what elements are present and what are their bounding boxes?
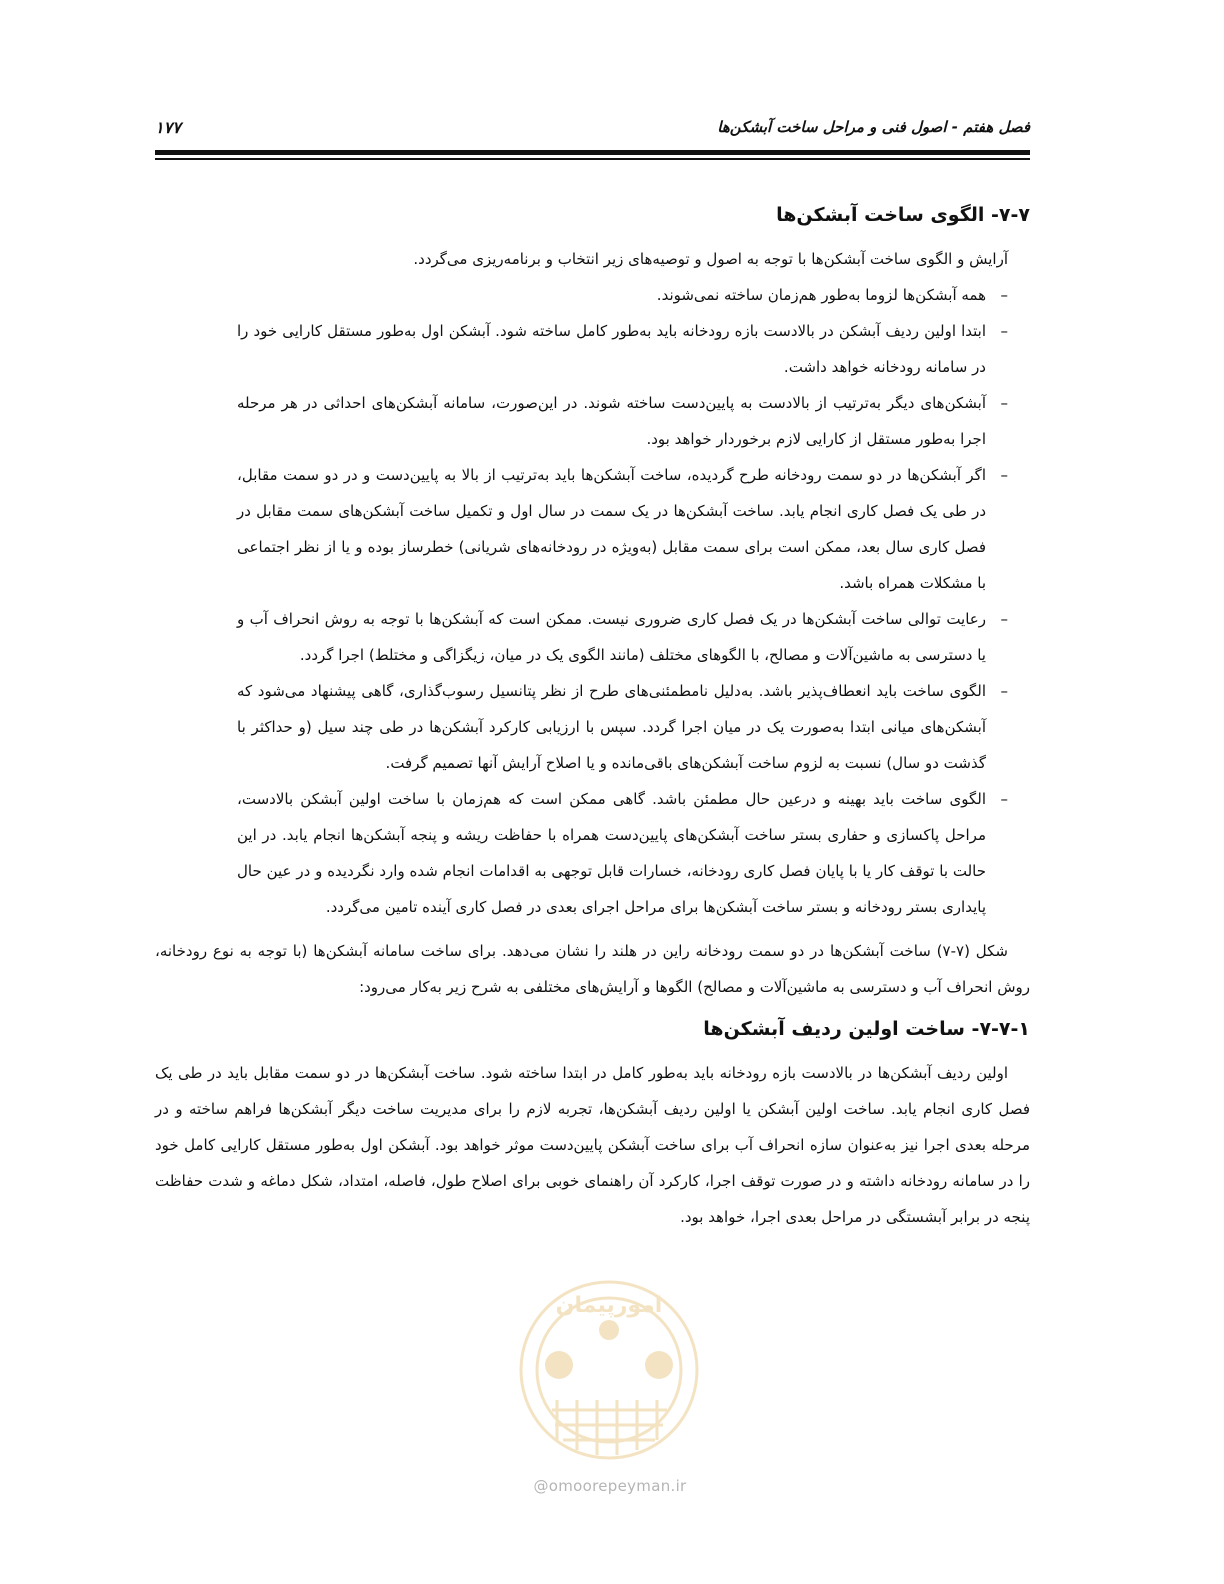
seal-text: امورپیمان xyxy=(555,1293,663,1318)
list-item-text: رعایت توالی ساخت آبشکن‌ها در یک فصل کاری ضروری نیست. ممکن است که آبشکن‌ها با توجه به روش انحراف آب و یا دسترسی به ماشین‌آلات و مصالح، با الگوهای مختلف (مانند الگوی یک در میان، زیگزاگی و مختلط) اجرا گردد. xyxy=(237,610,986,664)
list-item xyxy=(237,457,1008,601)
header-rule-thin xyxy=(155,158,1030,160)
dash-bullet: – xyxy=(1000,682,1008,700)
guideline-list xyxy=(155,277,1030,925)
dash-bullet: – xyxy=(1000,466,1008,484)
section-intro: آرایش و الگوی ساخت آبشکن‌ها با توجه به اصول و توصیه‌های زیر انتخاب و برنامه‌ریزی می‌گردد. xyxy=(413,250,1008,268)
watermark-url: @omoorepeyman.ir xyxy=(533,1477,687,1495)
list-item-text: آبشکن‌های دیگر به‌ترتیب از بالادست به پایین‌دست ساخته شوند. در این‌صورت، سامانه آبشکن‌های احداثی در هر مرحله اجرا به‌طور مستقل از کارایی لازم برخوردار خواهد بود. xyxy=(237,394,986,448)
list-item xyxy=(237,673,1008,781)
page-number: ۱۷۷ xyxy=(155,118,181,137)
section-heading: ۷-۷- الگوی ساخت آبشکن‌ها xyxy=(776,204,1030,226)
dash-bullet: – xyxy=(1000,790,1008,808)
subsection-body: اولین ردیف آبشکن‌ها در بالادست بازه رودخانه باید به‌طور کامل در ابتدا ساخته شود. ساخت آبشکن‌ها در دو سمت مقابل باید در طی یک فصل کاری انجام یابد. ساخت اولین آبشکن یا اولین ردیف آبشکن‌ها، تجربه لازم را برای مدیریت ساخت دیگر آبشکن‌ها فراهم ساخته و در مرحله بعدی اجرا نیز به‌عنوان سازه انحراف آب برای ساخت آبشکن پایین‌دست موثر خواهد بود. آبشکن اول به‌طور مستقل کارایی کامل خود را در سامانه رودخانه داشته و در صورت توقف اجرا، کارکرد آن راهنمای خوبی برای اصلاح طول، فاصله، امتداد، شکل دماغه و شدت حفاظت پنجه در برابر آبشستگی در مراحل بعدی اجرا، خواهد بود. xyxy=(155,1064,1030,1226)
page-content xyxy=(155,195,1030,1235)
list-item-text: اگر آبشکن‌ها در دو سمت رودخانه طرح گردیده، ساخت آبشکن‌ها باید به‌ترتیب از بالا به پایین‌دست و در دو سمت مقابل، در طی یک فصل کاری انجام یابد. ساخت آبشکن‌ها در یک سمت در سال اول و تکمیل ساخت آبشکن‌های سمت مقابل در فصل کاری سال بعد، ممکن است برای سمت مقابل (به‌ویژه در رودخانه‌های شریانی) خطرساز بوده و یا از نظر اجتماعی با مشکلات همراه باشد. xyxy=(237,466,986,592)
list-item-text: الگوی ساخت باید بهینه و درعین حال مطمئن باشد. گاهی ممکن است که هم‌زمان با ساخت اولین آبشکن بالادست، مراحل پاکسازی و حفاری بستر ساخت آبشکن‌های پایین‌دست همراه با حفاظت ریشه و پنجه آبشکن‌ها انجام یابد. در این حالت با توقف کار یا با پایان فصل کاری رودخانه، خسارات قابل توجهی به اقدامات انجام شده وارد نگردیده و در عین حال پایداری بستر رودخانه و بستر ساخت آبشکن‌ها برای مراحل اجرای بعدی در فصل کاری آینده تامین می‌گردد. xyxy=(237,790,986,916)
list-item xyxy=(237,601,1008,673)
subsection-heading: ۷-۷-۱- ساخت اولین ردیف آبشکن‌ها xyxy=(703,1018,1030,1040)
dash-bullet: – xyxy=(1000,322,1008,340)
dash-bullet: – xyxy=(1000,286,1008,304)
list-item xyxy=(237,781,1008,925)
header-rule-thick xyxy=(155,150,1030,155)
list-item xyxy=(237,385,1008,457)
list-item-text: همه آبشکن‌ها لزوما به‌طور هم‌زمان ساخته نمی‌شوند. xyxy=(656,286,986,304)
list-item xyxy=(237,313,1008,385)
dash-bullet: – xyxy=(1000,610,1008,628)
running-title: فصل هفتم - اصول فنی و مراحل ساخت آبشکن‌ها xyxy=(717,118,1030,136)
seal-watermark xyxy=(497,1270,722,1470)
list-item-text: ابتدا اولین ردیف آبشکن در بالادست بازه رودخانه باید به‌طور کامل ساخته شود. آبشکن اول به‌طور مستقل کارایی خود را در سامانه رودخانه خواهد داشت. xyxy=(237,322,986,376)
dash-bullet: – xyxy=(1000,394,1008,412)
list-item-text: الگوی ساخت باید انعطاف‌پذیر باشد. به‌دلیل نامطمئنی‌های طرح از نظر پتانسیل رسوب‌گذاری، گاهی پیشنهاد می‌شود که آبشکن‌های میانی ابتدا به‌صورت یک در میان اجرا گردد. سپس با ارزیابی کارکرد آبشکن‌ها در طی چند سیل (و حداکثر با گذشت دو سال) نسبت به لزوم ساخت آبشکن‌های باقی‌مانده و یا اصلاح آرایش آنها تصمیم گرفت. xyxy=(237,682,986,772)
closing-paragraph: شکل (۷-۷) ساخت آبشکن‌ها در دو سمت رودخانه راین در هلند را نشان می‌دهد. برای ساخت سامانه آبشکن‌ها (با توجه به نوع رودخانه، روش انحراف آب و دسترسی به ماشین‌آلات و مصالح) الگوها و آرایش‌های مختلفی به شرح زیر به‌کار می‌رود: xyxy=(155,942,1030,996)
list-item xyxy=(237,277,1008,313)
running-header xyxy=(155,118,1030,148)
